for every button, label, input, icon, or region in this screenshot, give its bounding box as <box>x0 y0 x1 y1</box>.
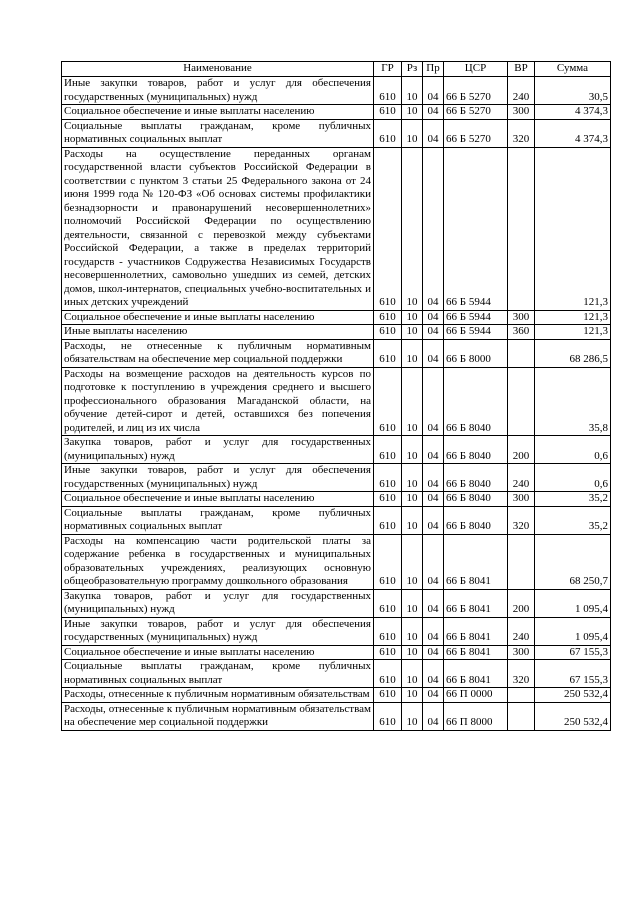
cell-rz: 10 <box>402 77 423 105</box>
cell-rz: 10 <box>402 310 423 325</box>
cell-csr: 66 Б 8041 <box>444 589 508 617</box>
cell-name: Социальное обеспечение и иные выплаты населению <box>62 645 374 660</box>
header-csr: ЦСР <box>444 62 508 77</box>
cell-vr <box>508 339 535 367</box>
table-row <box>62 617 611 645</box>
cell-csr: 66 Б 8040 <box>444 367 508 436</box>
cell-sum: 67 155,3 <box>535 660 611 688</box>
cell-sum: 35,2 <box>535 492 611 507</box>
table-row <box>62 119 611 147</box>
cell-sum: 4 374,3 <box>535 119 611 147</box>
cell-name: Закупка товаров, работ и услуг для государственных (муниципальных) нужд <box>62 589 374 617</box>
cell-gr: 610 <box>374 492 402 507</box>
cell-gr: 610 <box>374 147 402 310</box>
cell-sum: 1 095,4 <box>535 617 611 645</box>
cell-name: Иные закупки товаров, работ и услуг для обеспечения государственных (муниципальных) нужд <box>62 617 374 645</box>
cell-vr: 320 <box>508 119 535 147</box>
cell-sum: 68 286,5 <box>535 339 611 367</box>
cell-name: Расходы на возмещение расходов на деятельность курсов по подготовке к поступлению в учреждения среднего и высшего профессионального образования Магаданской области, на обучение детей-сирот и детей, оставшихся без попечения родителей, и лиц из их числа <box>62 367 374 436</box>
cell-gr: 610 <box>374 464 402 492</box>
cell-vr: 360 <box>508 325 535 340</box>
cell-rz: 10 <box>402 589 423 617</box>
cell-csr: 66 Б 5944 <box>444 147 508 310</box>
cell-pr: 04 <box>423 77 444 105</box>
cell-rz: 10 <box>402 119 423 147</box>
cell-pr: 04 <box>423 702 444 730</box>
cell-vr: 200 <box>508 589 535 617</box>
cell-vr: 240 <box>508 77 535 105</box>
cell-pr: 04 <box>423 147 444 310</box>
cell-vr <box>508 147 535 310</box>
table-row <box>62 325 611 340</box>
header-name: Наименование <box>62 62 374 77</box>
cell-csr: 66 Б 8041 <box>444 645 508 660</box>
table-row <box>62 339 611 367</box>
table-row <box>62 492 611 507</box>
cell-vr: 300 <box>508 310 535 325</box>
table-row <box>62 464 611 492</box>
cell-gr: 610 <box>374 702 402 730</box>
cell-rz: 10 <box>402 702 423 730</box>
cell-name: Социальное обеспечение и иные выплаты населению <box>62 105 374 120</box>
cell-name: Расходы, отнесенные к публичным нормативным обязательствам <box>62 688 374 703</box>
cell-csr: 66 Б 5944 <box>444 310 508 325</box>
cell-csr: 66 Б 8041 <box>444 534 508 589</box>
header-rz: Рз <box>402 62 423 77</box>
cell-name: Иные закупки товаров, работ и услуг для обеспечения государственных (муниципальных) нужд <box>62 464 374 492</box>
table-row <box>62 310 611 325</box>
cell-rz: 10 <box>402 367 423 436</box>
cell-csr: 66 Б 5270 <box>444 77 508 105</box>
cell-rz: 10 <box>402 688 423 703</box>
cell-rz: 10 <box>402 506 423 534</box>
cell-pr: 04 <box>423 645 444 660</box>
cell-csr: 66 П 0000 <box>444 688 508 703</box>
table-row <box>62 645 611 660</box>
cell-sum: 68 250,7 <box>535 534 611 589</box>
cell-name: Социальные выплаты гражданам, кроме публичных нормативных социальных выплат <box>62 660 374 688</box>
cell-pr: 04 <box>423 464 444 492</box>
cell-gr: 610 <box>374 645 402 660</box>
cell-name: Иные закупки товаров, работ и услуг для обеспечения государственных (муниципальных) нужд <box>62 77 374 105</box>
cell-gr: 610 <box>374 119 402 147</box>
table-body <box>62 77 611 731</box>
cell-pr: 04 <box>423 105 444 120</box>
cell-name: Расходы, отнесенные к публичным нормативным обязательствам на обеспечение мер социальной поддержки <box>62 702 374 730</box>
cell-pr: 04 <box>423 325 444 340</box>
table-row <box>62 436 611 464</box>
cell-vr <box>508 367 535 436</box>
cell-sum: 35,8 <box>535 367 611 436</box>
cell-gr: 610 <box>374 617 402 645</box>
cell-pr: 04 <box>423 688 444 703</box>
cell-vr: 240 <box>508 464 535 492</box>
cell-csr: 66 Б 8040 <box>444 506 508 534</box>
cell-gr: 610 <box>374 660 402 688</box>
cell-csr: 66 Б 8040 <box>444 436 508 464</box>
cell-vr: 240 <box>508 617 535 645</box>
cell-sum: 35,2 <box>535 506 611 534</box>
cell-name: Социальное обеспечение и иные выплаты населению <box>62 310 374 325</box>
table-row <box>62 589 611 617</box>
cell-pr: 04 <box>423 492 444 507</box>
header-sum: Сумма <box>535 62 611 77</box>
cell-name: Иные выплаты населению <box>62 325 374 340</box>
cell-sum: 0,6 <box>535 436 611 464</box>
table-row <box>62 688 611 703</box>
cell-pr: 04 <box>423 310 444 325</box>
cell-rz: 10 <box>402 617 423 645</box>
cell-rz: 10 <box>402 492 423 507</box>
cell-name: Социальное обеспечение и иные выплаты населению <box>62 492 374 507</box>
cell-sum: 121,3 <box>535 147 611 310</box>
cell-rz: 10 <box>402 464 423 492</box>
cell-csr: 66 Б 5944 <box>444 325 508 340</box>
cell-csr: 66 Б 8041 <box>444 660 508 688</box>
cell-sum: 67 155,3 <box>535 645 611 660</box>
cell-sum: 4 374,3 <box>535 105 611 120</box>
cell-rz: 10 <box>402 105 423 120</box>
cell-gr: 610 <box>374 105 402 120</box>
cell-sum: 0,6 <box>535 464 611 492</box>
cell-sum: 30,5 <box>535 77 611 105</box>
cell-name: Социальные выплаты гражданам, кроме публичных нормативных социальных выплат <box>62 119 374 147</box>
header-row <box>62 62 611 77</box>
cell-vr <box>508 534 535 589</box>
cell-name: Расходы, не отнесенные к публичным нормативным обязательствам на обеспечение мер социальной поддержки <box>62 339 374 367</box>
cell-pr: 04 <box>423 436 444 464</box>
cell-gr: 610 <box>374 506 402 534</box>
cell-gr: 610 <box>374 310 402 325</box>
header-gr: ГР <box>374 62 402 77</box>
cell-rz: 10 <box>402 534 423 589</box>
cell-rz: 10 <box>402 660 423 688</box>
table-row <box>62 660 611 688</box>
cell-gr: 610 <box>374 589 402 617</box>
cell-pr: 04 <box>423 339 444 367</box>
cell-pr: 04 <box>423 534 444 589</box>
table-row <box>62 506 611 534</box>
table-row <box>62 534 611 589</box>
cell-vr: 300 <box>508 492 535 507</box>
cell-csr: 66 П 8000 <box>444 702 508 730</box>
cell-pr: 04 <box>423 506 444 534</box>
cell-name: Расходы на компенсацию части родительской платы за содержание ребенка в государственных и муниципальных образовательных учреждениях, реализующих основную общеобразовательную программу дошкольного образования <box>62 534 374 589</box>
cell-csr: 66 Б 8040 <box>444 464 508 492</box>
cell-gr: 610 <box>374 339 402 367</box>
cell-name: Расходы на осуществление переданных органам государственной власти субъектов Российской Федерации в соответствии с пунктом 3 статьи 25 Федерального закона от 24 июня 1999 года № 120-ФЗ «Об основах системы профилактики безнадзорности и правонарушений несовершеннолетних» полномочий Российской Федерации по осуществлению деятельности, связанной с перевозкой между субъектами Российской Федерации, а также в пределах территорий государств - участников Содружества Независимых Государств несовершеннолетних, самовольно ушедших из семей, детских домов, школ-интернатов, специальных учебно-воспитательных и иных детских учреждений <box>62 147 374 310</box>
cell-name: Социальные выплаты гражданам, кроме публичных нормативных социальных выплат <box>62 506 374 534</box>
cell-vr: 200 <box>508 436 535 464</box>
cell-vr: 320 <box>508 506 535 534</box>
cell-sum: 121,3 <box>535 310 611 325</box>
cell-sum: 1 095,4 <box>535 589 611 617</box>
cell-rz: 10 <box>402 325 423 340</box>
cell-csr: 66 Б 8000 <box>444 339 508 367</box>
cell-pr: 04 <box>423 660 444 688</box>
cell-vr <box>508 702 535 730</box>
table-row <box>62 147 611 310</box>
cell-gr: 610 <box>374 367 402 436</box>
cell-name: Закупка товаров, работ и услуг для государственных (муниципальных) нужд <box>62 436 374 464</box>
cell-rz: 10 <box>402 147 423 310</box>
budget-table <box>61 61 611 731</box>
table-row <box>62 77 611 105</box>
cell-rz: 10 <box>402 436 423 464</box>
cell-csr: 66 Б 8041 <box>444 617 508 645</box>
cell-vr: 300 <box>508 105 535 120</box>
cell-csr: 66 Б 5270 <box>444 119 508 147</box>
cell-rz: 10 <box>402 645 423 660</box>
cell-gr: 610 <box>374 534 402 589</box>
cell-pr: 04 <box>423 367 444 436</box>
cell-csr: 66 Б 8040 <box>444 492 508 507</box>
cell-pr: 04 <box>423 119 444 147</box>
table-row <box>62 105 611 120</box>
table-row <box>62 702 611 730</box>
cell-sum: 250 532,4 <box>535 688 611 703</box>
cell-gr: 610 <box>374 325 402 340</box>
header-pr: Пр <box>423 62 444 77</box>
cell-gr: 610 <box>374 688 402 703</box>
cell-gr: 610 <box>374 436 402 464</box>
header-vr: ВР <box>508 62 535 77</box>
cell-pr: 04 <box>423 589 444 617</box>
cell-sum: 250 532,4 <box>535 702 611 730</box>
table-row <box>62 367 611 436</box>
cell-csr: 66 Б 5270 <box>444 105 508 120</box>
cell-sum: 121,3 <box>535 325 611 340</box>
cell-vr: 300 <box>508 645 535 660</box>
cell-gr: 610 <box>374 77 402 105</box>
cell-rz: 10 <box>402 339 423 367</box>
cell-vr <box>508 688 535 703</box>
cell-pr: 04 <box>423 617 444 645</box>
cell-vr: 320 <box>508 660 535 688</box>
